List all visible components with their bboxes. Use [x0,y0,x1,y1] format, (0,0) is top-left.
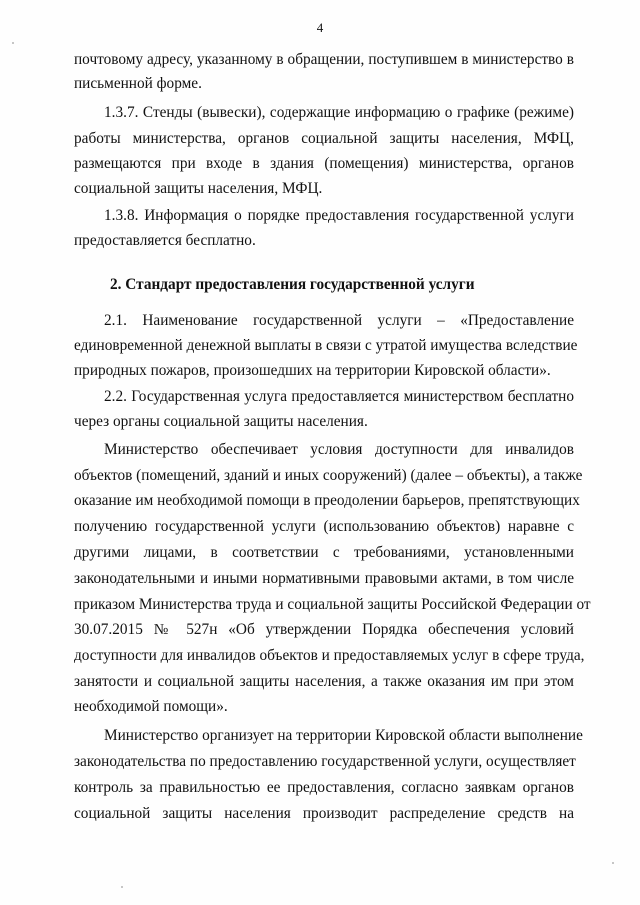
scan-speck [612,862,614,864]
text-line: занятости и социальной защиты населения, а также оказания им при этом [74,673,574,690]
text-line: размещаются при входе в здания (помещения) министерства, органов [74,155,574,172]
text-line: 1.3.8. Информация о порядке предоставления государственной услуги [104,207,574,224]
text-line: оказание им необходимой помощи в преодолении барьеров, препятствующих [74,492,580,509]
text-line: приказом Министерства труда и социальной защиты Российской Федерации от [74,596,591,613]
text-line: 30.07.2015 № 527н «Об утверждении Порядка обеспечения условий [74,621,574,638]
text-line: работы министерства, органов социальной защиты населения, МФЦ, [74,130,574,147]
text-line: 2.2. Государственная услуга предоставляется министерством бесплатно [104,388,574,405]
text-line: необходимой помощи». [74,698,228,715]
text-line: Министерство организует на территории Кировской области выполнение [104,727,583,744]
text-line: получению государственной услуги (использованию объектов) наравне с [74,518,574,535]
text-line: другими лицами, в соответствии с требованиями, установленными [74,544,574,561]
text-line: законодательными и иными нормативными правовыми актами, в том числе [74,570,574,587]
text-line: доступности для инвалидов объектов и предоставляемых услуг в сфере труда, [74,647,585,664]
scan-speck [12,42,14,44]
text-line: единовременной денежной выплаты в связи с утратой имущества вследствие [74,337,578,354]
page-number: 4 [316,20,324,35]
text-line: через органы социальной защиты населения. [74,413,368,430]
text-line: законодательства по предоставлению государственной услуги, осуществляет [74,753,576,770]
text-line: почтовому адресу, указанному в обращении, поступившем в министерство в [74,51,574,68]
section-heading: 2. Стандарт предоставления государственной услуги [110,276,475,293]
text-line: 2.1. Наименование государственной услуги – «Предоставление [104,312,574,329]
text-line: контроль за правильностью ее предоставления, согласно заявкам органов [74,779,574,796]
scan-speck [121,886,123,888]
text-line: природных пожаров, произошедших на территории Кировской области». [74,362,551,379]
text-line: письменной форме. [74,75,202,92]
text-line: предоставляется бесплатно. [74,232,256,249]
text-line: социальной защиты населения, МФЦ. [74,180,323,197]
text-line: Министерство обеспечивает условия доступности для инвалидов [104,441,574,458]
text-line: 1.3.7. Стенды (вывески), содержащие информацию о графике (режиме) [104,104,574,121]
text-line: социальной защиты населения производит распределение средств на [74,805,574,822]
text-line: объектов (помещений, зданий и иных сооружений) (далее – объекты), а также [74,467,583,484]
